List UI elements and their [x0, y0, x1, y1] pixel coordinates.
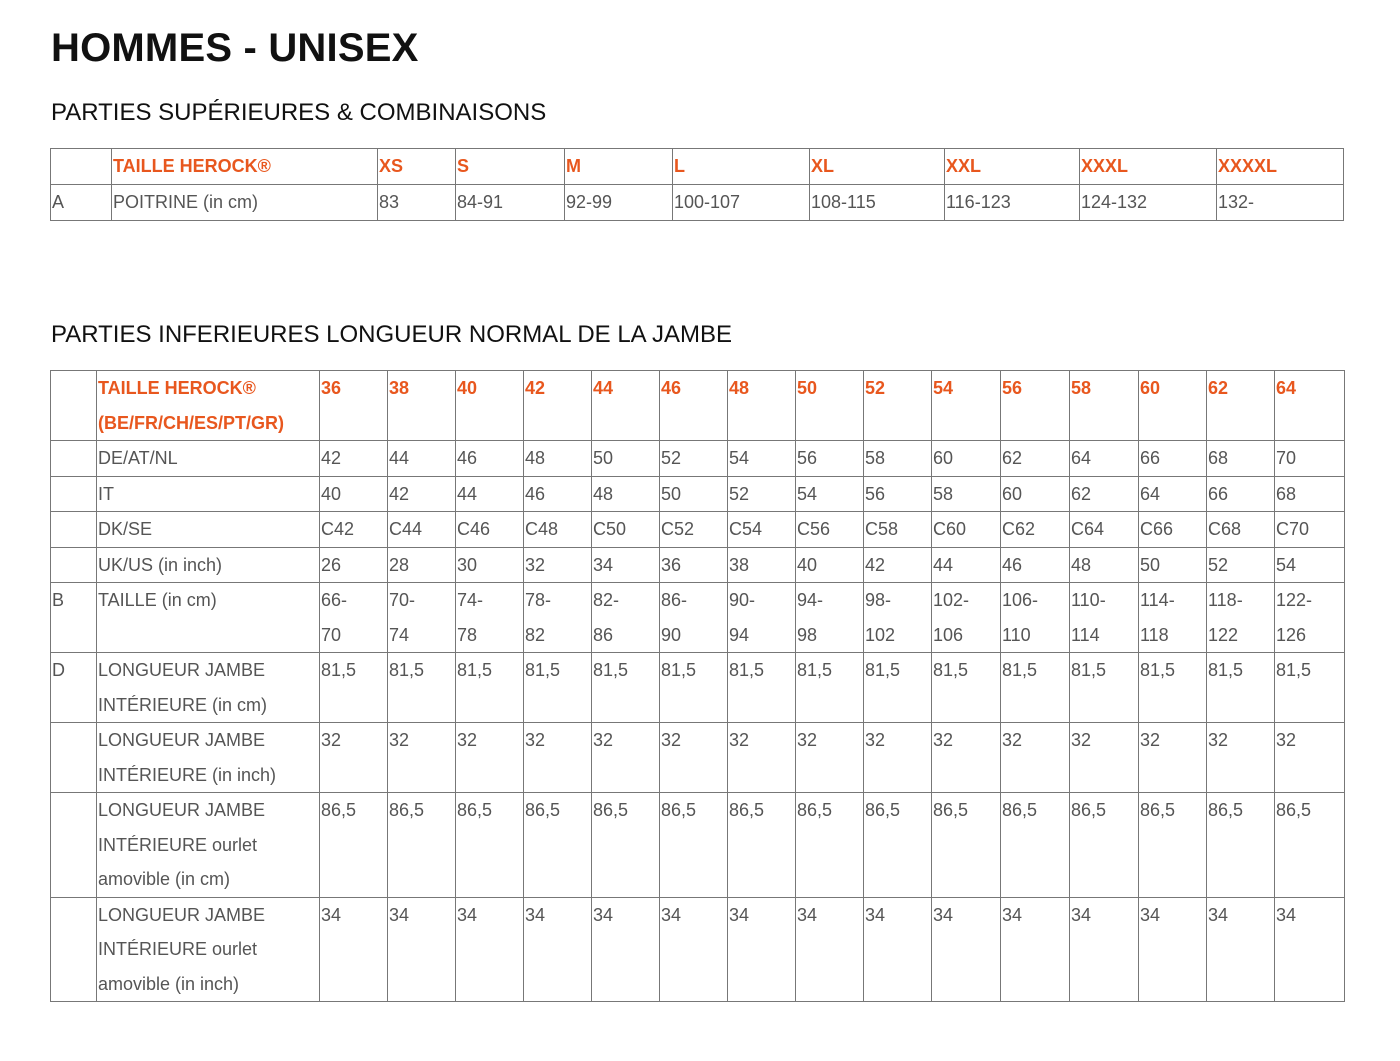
size-value-cell: XXXL [1080, 149, 1217, 185]
size-value-cell: C64 [1070, 512, 1139, 548]
row-code-cell [51, 547, 97, 583]
size-value-cell: 26 [320, 547, 388, 583]
size-value-cell: 81,5 [388, 653, 456, 723]
table-header-row [51, 371, 1345, 441]
size-value-cell: C54 [728, 512, 796, 548]
size-value-cell: 60 [1001, 476, 1070, 512]
row-code-cell [51, 897, 97, 1002]
size-value-cell: 86,5 [524, 793, 592, 898]
size-value-cell: 36 [320, 371, 388, 441]
size-value-cell: 100-107 [673, 185, 810, 221]
size-value-cell: 74- 78 [456, 583, 524, 653]
size-value-cell: 30 [456, 547, 524, 583]
size-value-cell: 52 [864, 371, 932, 441]
size-value-cell: 86,5 [728, 793, 796, 898]
size-value-cell: 40 [320, 476, 388, 512]
size-value-cell: 34 [1139, 897, 1207, 1002]
size-value-cell: 34 [456, 897, 524, 1002]
size-value-cell: 32 [524, 547, 592, 583]
page-title: HOMMES - UNISEX [51, 26, 419, 70]
table-row [51, 897, 1345, 1002]
size-value-cell: 38 [728, 547, 796, 583]
row-label-cell: LONGUEUR JAMBE INTÉRIEURE (in inch) [97, 723, 320, 793]
table-row [51, 653, 1345, 723]
size-value-cell: 86,5 [592, 793, 660, 898]
size-value-cell: 54 [728, 441, 796, 477]
size-value-cell: 34 [1001, 897, 1070, 1002]
size-value-cell: 86,5 [1275, 793, 1345, 898]
row-label-cell: TAILLE HEROCK® [112, 149, 378, 185]
size-value-cell: C46 [456, 512, 524, 548]
size-value-cell: 32 [1070, 723, 1139, 793]
size-value-cell: 98- 102 [864, 583, 932, 653]
size-value-cell: 32 [728, 723, 796, 793]
size-value-cell: XS [378, 149, 456, 185]
size-value-cell: 44 [388, 441, 456, 477]
size-value-cell: 124-132 [1080, 185, 1217, 221]
size-value-cell: 106- 110 [1001, 583, 1070, 653]
section-title-lower-body: PARTIES INFERIEURES LONGUEUR NORMAL DE LA JAMBE [51, 321, 733, 348]
size-value-cell: 34 [728, 897, 796, 1002]
size-value-cell: C56 [796, 512, 864, 548]
size-value-cell: 46 [660, 371, 728, 441]
size-value-cell: 32 [1001, 723, 1070, 793]
size-value-cell: 81,5 [592, 653, 660, 723]
size-value-cell: 66- 70 [320, 583, 388, 653]
row-code-cell [51, 723, 97, 793]
table-row [51, 793, 1345, 898]
size-value-cell: 81,5 [1207, 653, 1275, 723]
upper-body-size-table [50, 148, 1344, 221]
size-value-cell: 62 [1070, 476, 1139, 512]
size-value-cell: 68 [1275, 476, 1345, 512]
table-header-row [51, 149, 1344, 185]
size-value-cell: 56 [864, 476, 932, 512]
size-value-cell: 86,5 [320, 793, 388, 898]
size-value-cell: 44 [456, 476, 524, 512]
size-value-cell: 60 [1139, 371, 1207, 441]
row-code-cell [51, 441, 97, 477]
size-value-cell: 32 [524, 723, 592, 793]
size-value-cell: 54 [796, 476, 864, 512]
size-value-cell: 58 [864, 441, 932, 477]
size-value-cell: 42 [864, 547, 932, 583]
size-value-cell: 110- 114 [1070, 583, 1139, 653]
size-value-cell: 86,5 [1070, 793, 1139, 898]
size-value-cell: XXL [945, 149, 1080, 185]
row-code-cell: A [51, 185, 112, 221]
row-label-cell: IT [97, 476, 320, 512]
size-value-cell: 46 [456, 441, 524, 477]
size-value-cell: 60 [932, 441, 1001, 477]
size-value-cell: 34 [1070, 897, 1139, 1002]
size-value-cell: 81,5 [456, 653, 524, 723]
row-label-cell: LONGUEUR JAMBE INTÉRIEURE ourlet amovible (in cm) [97, 793, 320, 898]
size-value-cell: 34 [660, 897, 728, 1002]
size-value-cell: 66 [1139, 441, 1207, 477]
size-value-cell: 58 [1070, 371, 1139, 441]
size-value-cell: M [565, 149, 673, 185]
size-value-cell: 28 [388, 547, 456, 583]
size-value-cell: 44 [592, 371, 660, 441]
size-value-cell: 81,5 [524, 653, 592, 723]
size-value-cell: 32 [660, 723, 728, 793]
size-value-cell: 34 [796, 897, 864, 1002]
size-value-cell: 86,5 [456, 793, 524, 898]
size-value-cell: 108-115 [810, 185, 945, 221]
size-value-cell: 32 [388, 723, 456, 793]
size-value-cell: 66 [1207, 476, 1275, 512]
row-code-cell [51, 476, 97, 512]
size-value-cell: 44 [932, 547, 1001, 583]
size-value-cell: 81,5 [320, 653, 388, 723]
size-value-cell: 32 [320, 723, 388, 793]
size-value-cell: 34 [388, 897, 456, 1002]
table-row [51, 583, 1345, 653]
size-value-cell: 42 [388, 476, 456, 512]
size-value-cell: 32 [796, 723, 864, 793]
size-value-cell: 48 [1070, 547, 1139, 583]
size-value-cell: 48 [524, 441, 592, 477]
row-code-cell: B [51, 583, 97, 653]
table-row [51, 476, 1345, 512]
size-value-cell: 32 [1139, 723, 1207, 793]
size-value-cell: 38 [388, 371, 456, 441]
size-value-cell: 32 [864, 723, 932, 793]
size-value-cell: 86- 90 [660, 583, 728, 653]
size-value-cell: 48 [728, 371, 796, 441]
size-value-cell: 81,5 [1275, 653, 1345, 723]
size-value-cell: 83 [378, 185, 456, 221]
row-code-cell [51, 371, 97, 441]
size-value-cell: 81,5 [1070, 653, 1139, 723]
size-value-cell: C42 [320, 512, 388, 548]
size-value-cell: 94- 98 [796, 583, 864, 653]
size-value-cell: 32 [1275, 723, 1345, 793]
size-value-cell: C68 [1207, 512, 1275, 548]
size-value-cell: C48 [524, 512, 592, 548]
size-value-cell: 68 [1207, 441, 1275, 477]
size-value-cell: C58 [864, 512, 932, 548]
row-label-cell: DE/AT/NL [97, 441, 320, 477]
size-value-cell: 118- 122 [1207, 583, 1275, 653]
size-value-cell: 52 [660, 441, 728, 477]
size-value-cell: C52 [660, 512, 728, 548]
size-value-cell: 64 [1139, 476, 1207, 512]
size-value-cell: 90- 94 [728, 583, 796, 653]
size-value-cell: C62 [1001, 512, 1070, 548]
row-label-cell: LONGUEUR JAMBE INTÉRIEURE ourlet amovible (in inch) [97, 897, 320, 1002]
row-label-cell: TAILLE (in cm) [97, 583, 320, 653]
size-value-cell: 84-91 [456, 185, 565, 221]
row-label-cell: DK/SE [97, 512, 320, 548]
size-value-cell: 102- 106 [932, 583, 1001, 653]
size-value-cell: XXXXL [1217, 149, 1344, 185]
size-value-cell: 58 [932, 476, 1001, 512]
size-value-cell: 34 [864, 897, 932, 1002]
size-value-cell: 86,5 [1207, 793, 1275, 898]
size-value-cell: 50 [1139, 547, 1207, 583]
size-value-cell: 42 [524, 371, 592, 441]
size-value-cell: 81,5 [660, 653, 728, 723]
size-value-cell: 62 [1001, 441, 1070, 477]
size-value-cell: 70 [1275, 441, 1345, 477]
size-value-cell: 34 [592, 547, 660, 583]
row-code-cell [51, 793, 97, 898]
size-value-cell: C44 [388, 512, 456, 548]
size-value-cell: 56 [796, 441, 864, 477]
size-value-cell: 48 [592, 476, 660, 512]
row-code-cell: D [51, 653, 97, 723]
size-value-cell: C70 [1275, 512, 1345, 548]
size-value-cell: 52 [1207, 547, 1275, 583]
size-value-cell: 81,5 [728, 653, 796, 723]
size-value-cell: 86,5 [932, 793, 1001, 898]
row-label-cell: TAILLE HEROCK® (BE/FR/CH/ES/PT/GR) [97, 371, 320, 441]
size-value-cell: 81,5 [932, 653, 1001, 723]
row-code-cell [51, 512, 97, 548]
size-value-cell: 34 [524, 897, 592, 1002]
size-value-cell: 86,5 [796, 793, 864, 898]
row-label-cell: POITRINE (in cm) [112, 185, 378, 221]
size-value-cell: 86,5 [388, 793, 456, 898]
table-row [51, 723, 1345, 793]
size-value-cell: 132- [1217, 185, 1344, 221]
size-value-cell: 50 [592, 441, 660, 477]
size-value-cell: 116-123 [945, 185, 1080, 221]
size-value-cell: 54 [1275, 547, 1345, 583]
size-value-cell: 50 [796, 371, 864, 441]
size-value-cell: 40 [456, 371, 524, 441]
size-value-cell: S [456, 149, 565, 185]
size-value-cell: 32 [456, 723, 524, 793]
size-value-cell: 86,5 [1139, 793, 1207, 898]
size-value-cell: 34 [1207, 897, 1275, 1002]
size-value-cell: 54 [932, 371, 1001, 441]
size-value-cell: 36 [660, 547, 728, 583]
size-value-cell: 46 [1001, 547, 1070, 583]
table-row [51, 185, 1344, 221]
size-value-cell: 64 [1070, 441, 1139, 477]
size-value-cell: 34 [320, 897, 388, 1002]
size-value-cell: 86,5 [1001, 793, 1070, 898]
size-value-cell: 42 [320, 441, 388, 477]
size-value-cell: L [673, 149, 810, 185]
size-value-cell: 70- 74 [388, 583, 456, 653]
size-value-cell: 34 [932, 897, 1001, 1002]
size-value-cell: 81,5 [1001, 653, 1070, 723]
size-value-cell: 86,5 [864, 793, 932, 898]
size-value-cell: 56 [1001, 371, 1070, 441]
size-value-cell: 82- 86 [592, 583, 660, 653]
row-code-cell [51, 149, 112, 185]
size-value-cell: 40 [796, 547, 864, 583]
section-title-upper-body: PARTIES SUPÉRIEURES & COMBINAISONS [51, 99, 547, 126]
size-value-cell: 50 [660, 476, 728, 512]
size-value-cell: 81,5 [864, 653, 932, 723]
size-value-cell: XL [810, 149, 945, 185]
size-value-cell: 78- 82 [524, 583, 592, 653]
size-value-cell: 81,5 [1139, 653, 1207, 723]
size-value-cell: 86,5 [660, 793, 728, 898]
lower-body-size-table [50, 370, 1345, 1002]
size-value-cell: 64 [1275, 371, 1345, 441]
size-value-cell: C60 [932, 512, 1001, 548]
size-value-cell: C50 [592, 512, 660, 548]
size-value-cell: 122- 126 [1275, 583, 1345, 653]
size-value-cell: 114- 118 [1139, 583, 1207, 653]
size-value-cell: 81,5 [796, 653, 864, 723]
size-value-cell: 34 [1275, 897, 1345, 1002]
table-row [51, 512, 1345, 548]
size-value-cell: 32 [592, 723, 660, 793]
table-row [51, 441, 1345, 477]
row-label-cell: UK/US (in inch) [97, 547, 320, 583]
size-value-cell: 52 [728, 476, 796, 512]
size-value-cell: 46 [524, 476, 592, 512]
table-row [51, 547, 1345, 583]
size-value-cell: 34 [592, 897, 660, 1002]
size-value-cell: 32 [1207, 723, 1275, 793]
size-value-cell: C66 [1139, 512, 1207, 548]
size-value-cell: 92-99 [565, 185, 673, 221]
size-value-cell: 62 [1207, 371, 1275, 441]
size-value-cell: 32 [932, 723, 1001, 793]
row-label-cell: LONGUEUR JAMBE INTÉRIEURE (in cm) [97, 653, 320, 723]
